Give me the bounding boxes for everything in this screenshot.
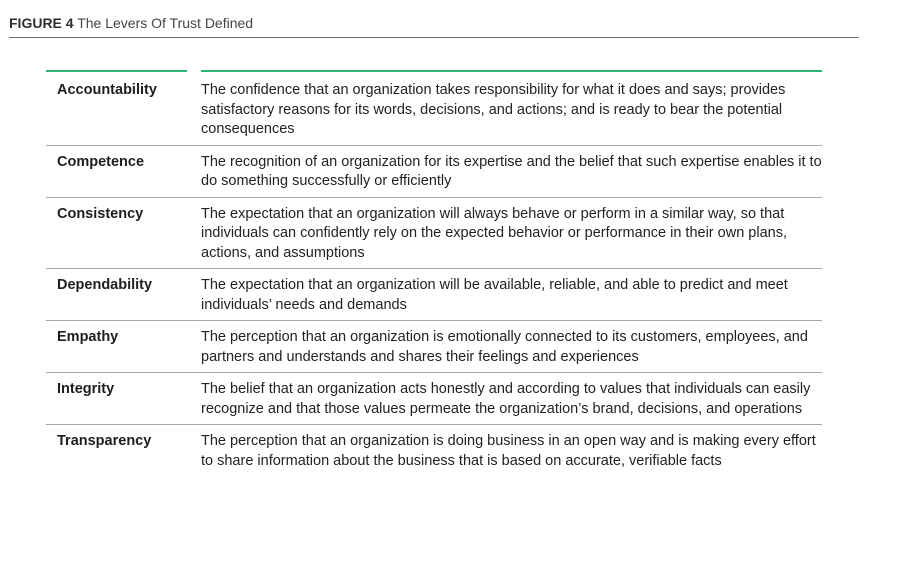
definition-column-top-rule (201, 70, 822, 72)
table-row (46, 373, 822, 425)
lever-term: Dependability (57, 277, 153, 293)
lever-definition: The confidence that an organization takes responsibility for what it does and says; provides satisfactory reasons for its words, decisions, and actions; and is ready to bear the potential consequences (201, 82, 786, 137)
lever-definition: The recognition of an organization for its expertise and the belief that such expertise enables it to do something successfully or efficiently (201, 153, 822, 189)
lever-term: Consistency (57, 205, 144, 222)
levers-table (46, 74, 822, 476)
lever-term: Empathy (57, 329, 119, 345)
lever-term: Transparency (57, 433, 152, 449)
table-row (46, 74, 822, 146)
figure-title: The Levers Of Trust Defined (77, 15, 254, 31)
lever-definition: The perception that an organization is emotionally connected to its customers, employees, and partners and understands and shares their feelings and experiences (201, 329, 808, 365)
table-row (46, 269, 822, 321)
figure-header (9, 13, 859, 38)
term-column-top-rule (46, 70, 187, 72)
lever-definition: The expectation that an organization will be available, reliable, and able to predict and meet individuals’ needs and demands (201, 277, 788, 313)
lever-term: Integrity (57, 381, 115, 397)
lever-definition: The belief that an organization acts honestly and according to values that individuals can easily recognize and that those values permeate the organization’s brand, decisions, and operations (201, 381, 811, 417)
table-row (46, 146, 822, 198)
lever-definition: The perception that an organization is doing business in an open way and is making every effort to share information about the business that is based on accurate, verifiable facts (201, 433, 816, 469)
table-row (46, 321, 822, 373)
table-row (46, 425, 822, 476)
lever-term: Competence (57, 153, 145, 170)
lever-definition: The expectation that an organization will always behave or perform in a similar way, so that individuals can confidently rely on the expected behavior or performance in their own plans, actions, and assumptions (201, 205, 787, 261)
lever-term: Accountability (57, 82, 157, 98)
figure-label: FIGURE 4 (9, 15, 74, 31)
table-row (46, 198, 822, 270)
